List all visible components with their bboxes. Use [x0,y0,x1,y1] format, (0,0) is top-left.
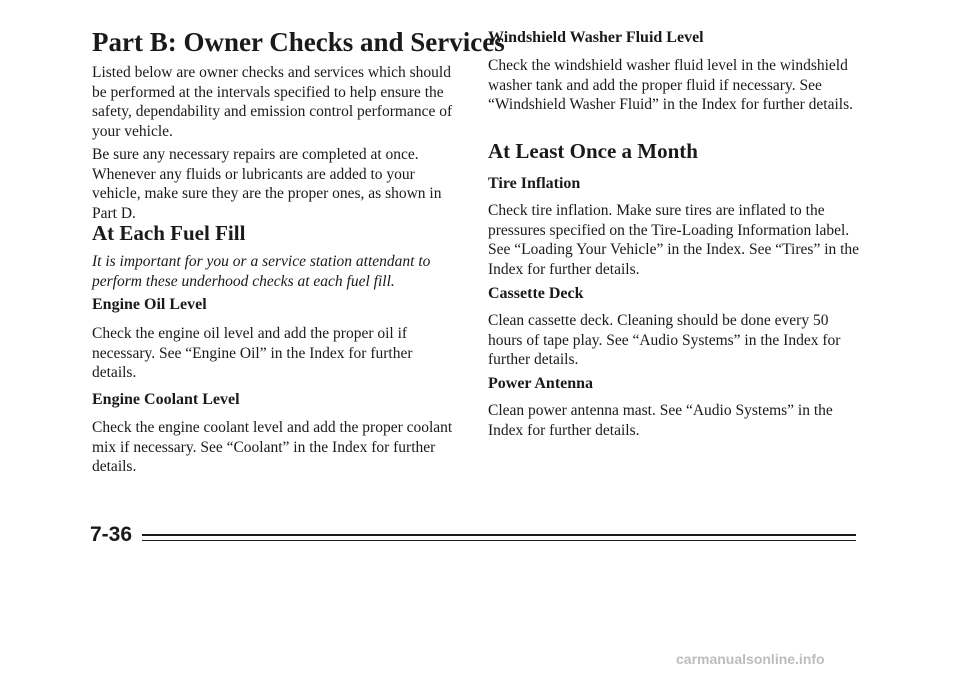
engine-coolant-text: Check the engine coolant level and add the proper coolant mix if necessary. See “Coolant” in the Index for further details. [92,419,453,475]
section-heading-fuel-fill: At Each Fuel Fill [92,221,246,245]
washer-fluid-text: Check the windshield washer fluid level in the windshield washer tank and add the proper fluid if necessary. See “Windshield Washer Fluid” in the Index for further details. [488,57,854,113]
power-antenna-heading: Power Antenna [488,375,594,392]
watermark-text: carmanualsonline.info [676,651,825,667]
cassette-deck-text: Clean cassette deck. Cleaning should be done every 50 hours of tape play. See “Audio Systems” in the Index for further details. [488,312,841,368]
power-antenna-text: Clean power antenna mast. See “Audio Systems” in the Index for further details. [488,402,833,439]
engine-oil-text: Check the engine oil level and add the proper oil if necessary. See “Engine Oil” in the Index for further details. [92,325,413,381]
intro-paragraph-2: Be sure any necessary repairs are completed at once. Whenever any fluids or lubricants are added to your vehicle, make sure they are the proper ones, as shown in Part D. [92,146,442,222]
engine-oil-heading: Engine Oil Level [92,296,207,313]
tire-inflation-heading: Tire Inflation [488,175,581,192]
washer-fluid-heading: Windshield Washer Fluid Level [488,29,704,46]
tire-inflation-text: Check tire inflation. Make sure tires are inflated to the pressures specified on the Tire-Loading Information label. See “Loading Your Vehicle” in the Index. See “Tires” in the Index for further details. [488,202,860,278]
page-number: 7-36 [90,523,133,546]
page-title: Part B: Owner Checks and Services [92,27,505,57]
engine-coolant-heading: Engine Coolant Level [92,391,240,408]
footer-rule [142,534,856,541]
section-heading-monthly: At Least Once a Month [488,139,698,163]
cassette-deck-heading: Cassette Deck [488,285,584,302]
intro-paragraph: Listed below are owner checks and services which should be performed at the intervals specified to help ensure the safety, dependability and emission control performance of your vehicle. [92,64,453,140]
section-note: It is important for you or a service station attendant to perform these underhood checks at each fuel fill. [92,253,431,290]
